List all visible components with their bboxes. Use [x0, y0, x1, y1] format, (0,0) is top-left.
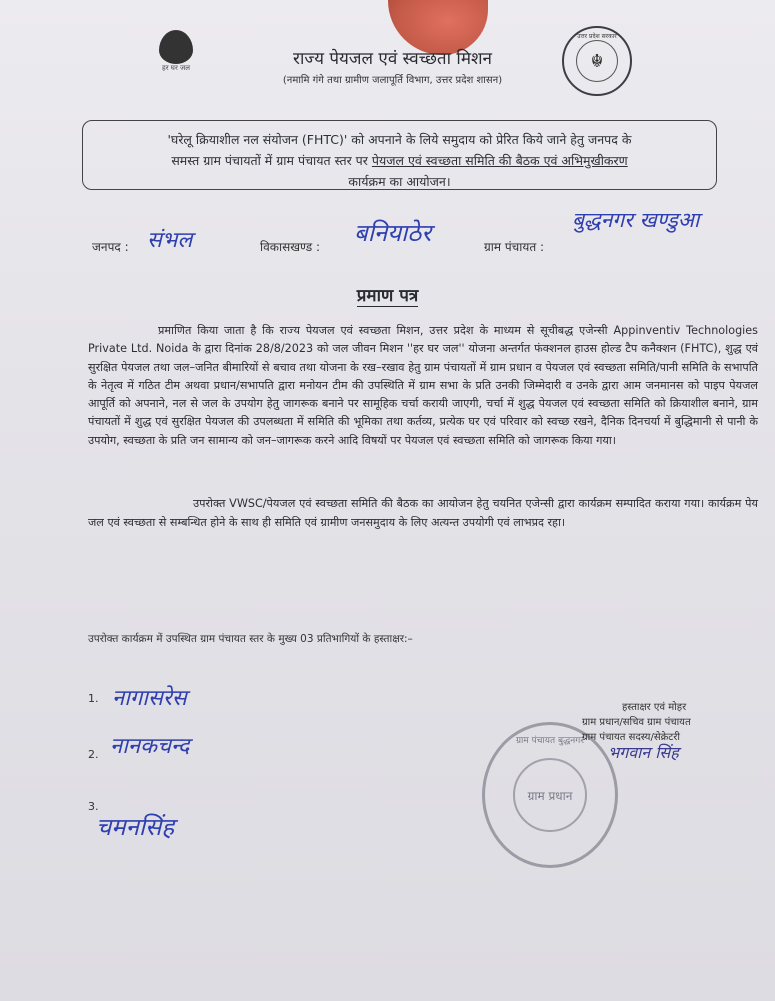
- certificate-title: [0, 283, 775, 306]
- sig2-handwriting: नानकचन्द: [110, 734, 190, 759]
- logo-left-text: हर घर जल: [162, 64, 190, 72]
- sig1-number: 1.: [88, 692, 99, 705]
- panchayat-value: बुद्धनगर खण्डुआ: [572, 208, 700, 232]
- participant-signature-1: [88, 686, 187, 711]
- sig3-handwriting: चमनसिंह: [96, 813, 175, 841]
- header-title: राज्य पेयजल एवं स्वच्छता मिशन: [293, 49, 492, 69]
- heading-line3: कार्यक्रम का आयोजन।: [348, 174, 451, 189]
- para2-text: उपरोक्त VWSC/पेयजल एवं स्वच्छता समिति की बैठक का आयोजन हेतु चयनित एजेन्सी द्वारा कार्यक्रम सम्पादित कराया गया। कार्यक्रम पेय जल एवं स्वच्छता से सम्बन्धित होने के साथ ही समिति एवं ग्रामीण जनसमुदाय के लिए अत्यन्त उपयोगी एवं लाभप्रद रहा।: [88, 497, 758, 529]
- certificate-title-text: प्रमाण पत्र: [356, 286, 419, 306]
- body-paragraph-2: [88, 494, 758, 532]
- authority-signature-block: [582, 700, 772, 760]
- panchayat-label: ग्राम पंचायत :: [484, 240, 545, 254]
- program-heading-box: [82, 120, 717, 190]
- block-value: बनियाठेर: [354, 219, 432, 247]
- body-paragraph-1: [88, 322, 758, 450]
- stamp-ring-text: ग्राम पंचायत बुद्धनगर: [515, 736, 585, 746]
- location-fields: [92, 208, 772, 266]
- heading-line2-underlined: पेयजल एवं स्वच्छता समिति की बैठक एवं अभिमुखीकरण: [371, 153, 628, 168]
- district-value: संभल: [147, 228, 193, 253]
- authority-line3: ग्राम पंचायत सदस्य/सेक्रेटरी: [582, 732, 680, 743]
- authority-signature: भगवान सिंह: [608, 743, 679, 762]
- sig3-number: 3.: [88, 800, 99, 813]
- participant-signature-2: [88, 734, 190, 761]
- para1-text: प्रमाणित किया जाता है कि राज्य पेयजल एवं स्वच्छता मिशन, उत्तर प्रदेश के माध्यम से सूचीबद्ध एजेन्सी Appinventiv Technologies Private Ltd. Noida के द्वारा दिनांक 28/8/2023 को जल जीवन मिशन ''हर घर जल'' योजना अन्तर्गत फंक्शनल हाउस होल्ड टैप कनैक्शन (FHTC), शुद्ध एवं सुरक्षित पेयजल तथा जल–जनित बीमारियों से बचाव तथा योजना के रख–रखाव हेतु ग्राम पंचायतों में ग्राम प्रधान व पेयजल एवं स्वच्छता समिति/पानी समिति के सभापति के नेतृत्व में गठित टीम अथवा प्रधान/सभापति द्वारा मनोयन टीम की उपस्थिति में ग्राम सभा के प्रति उनकी जिम्मेदारी व उनके द्वारा आम जनमानस को पाइप पेयजल आपूर्ति को अपनाने, नल से जल के उपयोग हेतु जागरूक बनाने पर सामूहिक चर्चा करायी जाएगी, चर्चा में शुद्ध पेयजल एवं स्वच्छता समिति को क्रियाशील बनाने, ग्राम पंचायतों में शुद्ध एवं सुरक्षित पेयजल की उपलब्धता में समिति की भूमिका तथा कर्तव्य, प्रत्येक घर एवं परिवार को स्वच्छ रखने, दैनिक दिनचर्या में बुद्धिमानी से पानी के उपयोग, स्वच्छता के प्रति जन सामान्य को जन–जागरूक करने आदि विषयों पर पेयजल एवं स्वच्छता समिति को जागरूक किया गया।: [88, 324, 758, 447]
- authority-line1: हस्ताक्षर एवं मोहर: [622, 702, 687, 713]
- header-subtitle: (नमामि गंगे तथा ग्रामीण जलापूर्ति विभाग, उत्तर प्रदेश शासन): [282, 75, 503, 86]
- participants-intro: उपरोक्त कार्यक्रम में उपस्थित ग्राम पंचायत स्तर के मुख्य 03 प्रतिभागियों के हस्ताक्षर:–: [88, 633, 413, 645]
- sig1-handwriting: नागासरेस: [112, 686, 187, 711]
- sig2-number: 2.: [88, 748, 99, 761]
- stamp-center: ग्राम प्रधान: [513, 758, 587, 832]
- participant-signature-3: [88, 800, 175, 841]
- heading-line2-plain: समस्त ग्राम पंचायतों में ग्राम पंचायत स्तर पर: [171, 153, 368, 168]
- emblem-icon: ☬: [576, 40, 618, 82]
- district-label: जनपद :: [92, 240, 129, 254]
- up-government-seal: [562, 26, 632, 96]
- seal-ring-text: उत्तर प्रदेश सरकार: [577, 33, 617, 40]
- heading-line1: 'घरेलू क्रियाशील नल संयोजन (FHTC)' को अपनाने के लिये समुदाय को प्रेरित किये जाने हेतु जनपद के: [167, 132, 632, 147]
- authority-line2: ग्राम प्रधान/सचिव ग्राम पंचायत: [582, 717, 691, 728]
- heading-line2: [97, 150, 702, 171]
- block-label: विकासखण्ड :: [260, 240, 321, 254]
